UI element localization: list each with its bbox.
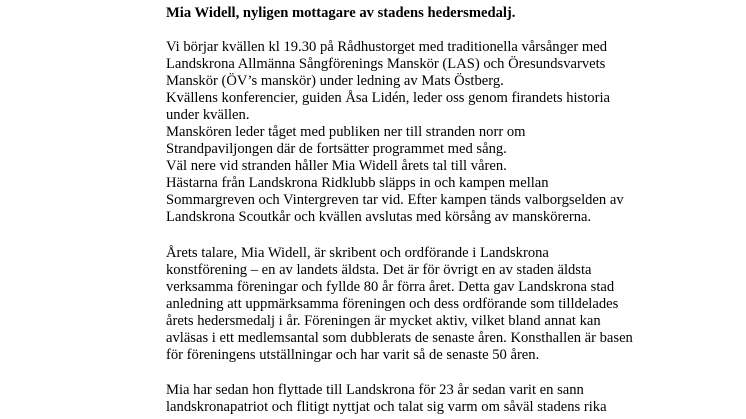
- text-line: Strandpaviljongen där de fortsätter programmet med sång.: [166, 141, 507, 157]
- text-line: anledning att uppmärksamma föreningen och dess ordförande som tilldelades: [166, 296, 619, 312]
- text-line: konstförening – en av landets äldsta. Det är för övrigt en av staden äldsta: [166, 262, 592, 278]
- text-line: Manskör (ÖV’s manskör) under ledning av Mats Östberg.: [166, 73, 504, 89]
- text-line: verksamma föreningar och fyllde 80 år förra året. Detta gav Landskrona stad: [166, 279, 615, 295]
- text-line: Mia har sedan hon flyttade till Landskrona för 23 år sedan varit en sann: [166, 382, 584, 398]
- text-line: Kvällens konferencier, guiden Åsa Lidén, leder oss genom firandets historia: [166, 90, 610, 106]
- text-line: avläsas i ett medlemsantal som dubblerats de senaste åren. Konsthallen är basen: [166, 330, 633, 346]
- text-line: Sommargreven och Vintergreven tar vid. Efter kampen tänds valborgselden av: [166, 192, 624, 208]
- text-line: under kvällen.: [166, 107, 250, 123]
- text-line: Landskrona Scoutkår och kvällen avslutas med körsång av manskörerna.: [166, 209, 592, 225]
- text-line: Årets talare, Mia Widell, är skribent och ordförande i Landskrona: [166, 245, 549, 261]
- text-line: Landskrona Allmänna Sångförenings Manskör (LAS) och Öresundsvarvets: [166, 56, 606, 72]
- top-partial-line: Mia Widell, nyligen mottagare av stadens hedersmedalj.: [166, 5, 516, 21]
- text-line: Hästarna från Landskrona Ridklubb släpps in och kampen mellan: [166, 175, 549, 191]
- text-line: Manskören leder tåget med publiken ner till stranden norr om: [166, 124, 526, 140]
- text-line: Vi börjar kvällen kl 19.30 på Rådhustorget med traditionella vårsånger med: [166, 39, 608, 55]
- text-line: Väl nere vid stranden håller Mia Widell årets tal till våren.: [166, 158, 507, 174]
- text-line: för föreningens utställningar och har varit så de senaste 50 åren.: [166, 347, 540, 363]
- text-line: årets hedersmedalj i år. Föreningen är mycket aktiv, vilket bland annat kan: [166, 313, 601, 329]
- text-line: landskronapatriot och flitigt nyttjat och talat sig varm om såväl stadens rika: [166, 399, 607, 415]
